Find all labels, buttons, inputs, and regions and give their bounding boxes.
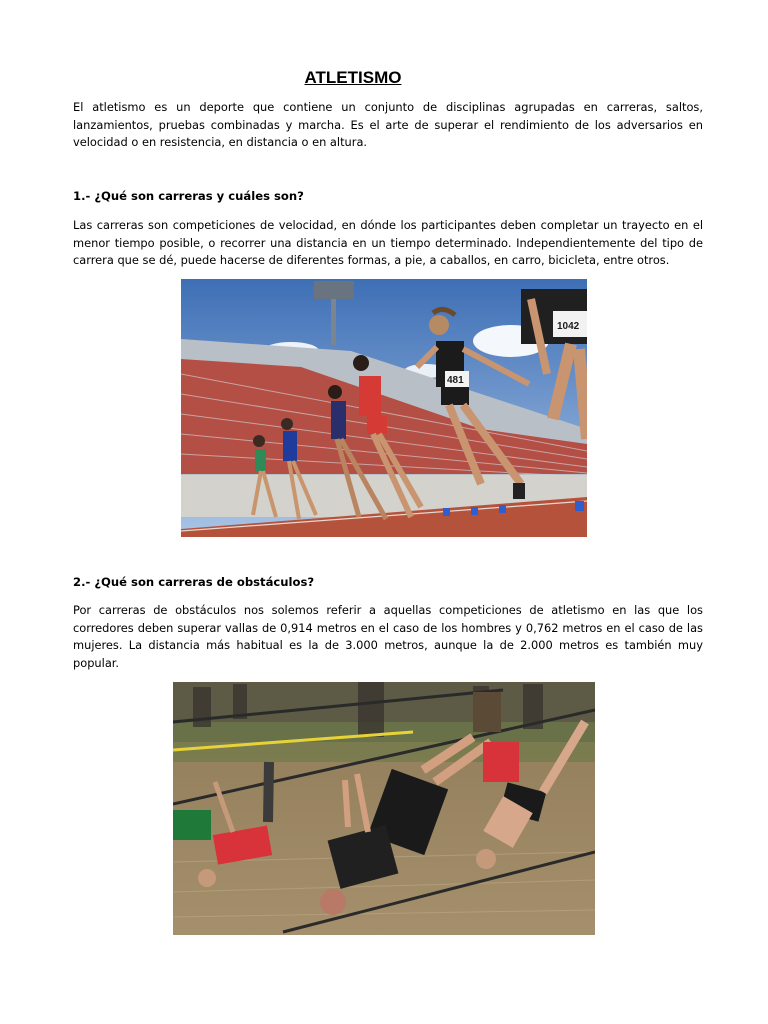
- section-1-heading: 1.- ¿Qué son carreras y cuáles son?: [73, 189, 304, 203]
- bib-481: 481: [447, 375, 464, 386]
- bib-1042: 1042: [557, 321, 580, 332]
- intro-paragraph: El atletismo es un deporte que contiene un conjunto de disciplinas agrupadas en carreras, saltos, lanzamientos, pruebas combinadas y marcha. Es el arte de superar el rendimiento de los adversarios en velocidad o en resistencia, en distancia o en altura.: [73, 100, 703, 150]
- obstacle-race-photo: [173, 682, 595, 935]
- section-2-heading: 2.- ¿Qué son carreras de obstáculos?: [73, 575, 315, 589]
- section-2-paragraph: Por carreras de obstáculos nos solemos referir a aquellas competiciones de atletismo en las que los corredores deben superar vallas de 0,914 metros en el caso de los hombres y 0,762 metros en el caso de las mujeres. La distancia más habitual es la de 3.000 metros, aunque la de 2.000 metros es también muy popular.: [73, 603, 703, 670]
- section-1-paragraph: Las carreras son competiciones de velocidad, en dónde los participantes deben completar un trayecto en el menor tiempo posible, o recorrer una distancia en un tiempo determinado. Independientemente del tipo de carrera que se dé, puede hacerse de diferentes formas, a pie, a caballos, en carro, bicicleta, entre otros.: [73, 218, 703, 268]
- page-title: ATLETISMO: [304, 68, 402, 87]
- sprint-race-photo: [181, 279, 587, 537]
